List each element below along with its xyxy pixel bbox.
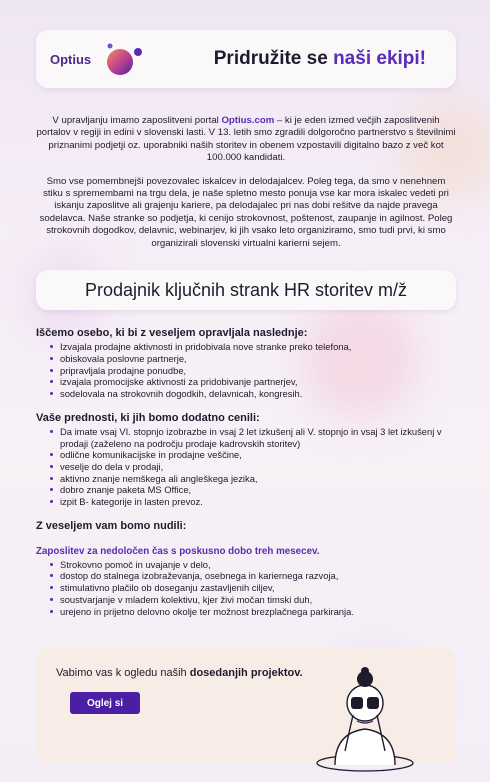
list-item: Da imate vsaj VI. stopnjo izobrazbe in vsaj 2 let izkušenj ali V. stopnjo in vsaj 3 let izkušenj v prodaji (zaželeno na področju prodaje kadrovskih storitev) [50, 426, 456, 448]
advantages-list [50, 426, 456, 507]
list-item: dobro znanje paketa MS Office, [50, 484, 456, 495]
page-title: Pridružite se naši ekipi! [213, 48, 426, 69]
list-item: urejeno in prijetno delovno okolje ter možnost brezplačnega parkiranja. [50, 606, 456, 617]
duties-list [50, 341, 456, 399]
logo-text[interactable]: Optius [50, 52, 92, 67]
offer-list [50, 559, 456, 617]
job-title: Prodajnik ključnih strank HR storitev m/ž [84, 279, 408, 300]
list-item: stimulativno plačilo ob doseganju zastavljenih ciljev, [50, 582, 456, 593]
list-item: izvajala promocijske aktivnosti za pridobivanje partnerjev, [50, 376, 456, 387]
list-item: sodelovala na strokovnih dogodkih, delavnicah, kongresih. [50, 388, 456, 399]
person-binoculars-illustration [305, 655, 425, 775]
list-item: obiskovala poslovne partnerje, [50, 353, 456, 364]
intro-paragraph-2: Smo vse pomembnejši povezovalec iskalcev in delodajalcev. Poleg tega, da smo v nenehnem stiku s spremembami na trgu dela, je naše spletno mesto ponuja vse kar mora iskalec vedeti pri iskanju zaposlitve ali grajenju kariere, pa delodajalec pri nas dobi rešitve da najde pravega sodelavca. Naše stranke so podjetja, ki cenijo strokovnost, poštenost, zaupanje in agilnost. Poleg strokovnih dogodkov, delavnic, webinarjev, ki jih vsako leto organiziramo, smo tudi prvi, ki smo organizirali slovenski virtualni karierni sejem. [39, 175, 453, 249]
list-item: odlične komunikacijske in prodajne veščine, [50, 449, 456, 460]
job-description [36, 328, 456, 617]
duties-heading: Iščemo osebo, ki bi z veseljem opravljala naslednje: [36, 327, 308, 339]
list-item: pripravljala prodajne ponudbe, [50, 365, 456, 376]
offer-subheading: Zaposlitev za nedoločen čas s poskusno dobo treh mesecev. [36, 545, 320, 557]
advantages-heading: Vaše prednosti, ki jih bomo dodatno cenili: [36, 412, 260, 425]
cta-text: Vabimo vas k ogledu naših dosedanjih projektov. [56, 667, 303, 679]
job-title-card [36, 270, 456, 310]
list-item: izpit B- kategorije in lasten prevoz. [50, 496, 456, 507]
offer-heading: Z veseljem vam bomo nudili: [36, 520, 187, 533]
intro-text [36, 115, 456, 250]
intro-paragraph-1: V upravljanju imamo zaposlitveni portal Optius.com – ki je eden izmed večjih zaposlitvenih portalov v regiji in edini v slovenski lasti. V 13. letih smo zgradili dolgoročno partnerstvo s številnimi priznanimi podjetji oz. uporabniki naših storitev in obenem vzpostavili digitalno bazo z več kot 100.000 kandidati. [36, 115, 456, 164]
list-item: dostop do stalnega izobraževanja, osebnega in kariernega razvoja, [50, 570, 456, 581]
list-item: veselje do dela v prodaji, [50, 461, 456, 472]
list-item: Strokovno pomoč in uvajanje v delo, [50, 559, 456, 570]
logo-icon[interactable] [102, 40, 146, 78]
list-item: soustvarjanje v mladem kolektivu, kjer živi močan timski duh, [50, 594, 456, 605]
header-card [36, 30, 456, 88]
list-item: aktivno znanje nemškega ali angleškega jezika, [50, 473, 456, 484]
list-item: Izvajala prodajne aktivnosti in pridobivala nove stranke preko telefona, [50, 341, 456, 352]
portal-link[interactable]: Optius.com [221, 115, 275, 126]
view-projects-button[interactable]: Oglej si [70, 692, 140, 714]
